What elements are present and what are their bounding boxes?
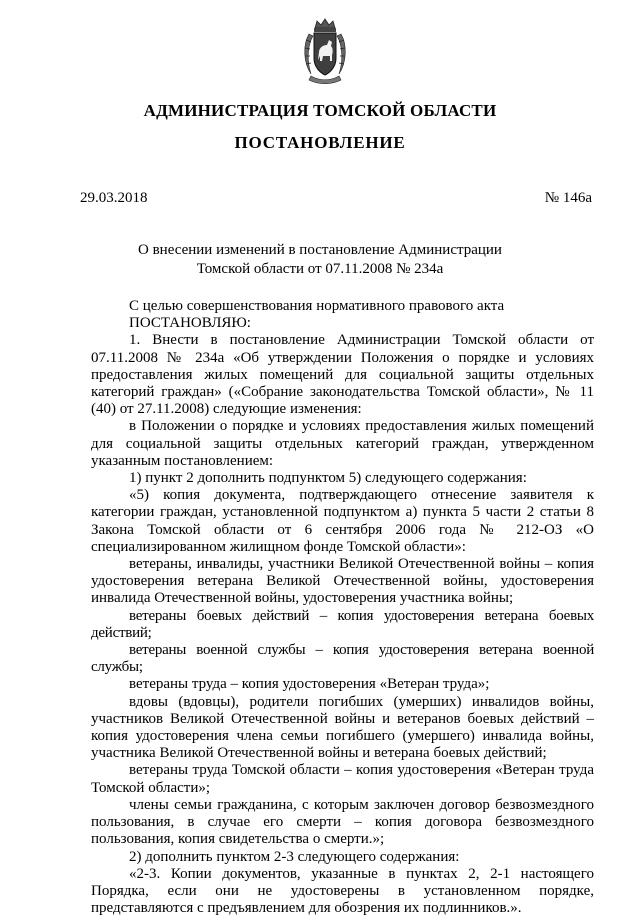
paragraph: в Положении о порядке и условиях предоставления жилых помещений для социальной защиты отдельных категорий граждан, утвержденном указанным постановлением:: [91, 418, 594, 469]
paragraph: ветераны труда Томской области – копия удостоверения «Ветеран труда Томской области»;: [91, 762, 594, 796]
paragraph: ПОСТАНОВЛЯЮ:: [129, 315, 251, 332]
document-subject: [0, 241, 640, 279]
paragraph: вдовы (вдовцы), родители погибших (умерших) инвалидов войны, участников Великой Отечественной войны и ветеранов боевых действий – копия удостоверения члена семьи погибшего (умершего) инвалида войны, участника Великой Отечественной войны и ветерана боевых действий;: [91, 693, 594, 762]
document-body: [91, 298, 594, 917]
paragraph: 1. Внести в постановление Администрации Томской области от 07.11.2008 № 234а «Об утверждении Положения о порядке и условиях предоставления жилых помещений для социальной защиты отдельных категорий граждан» («Собрание законодательства Томской области», № 11 (40) от 27.11.2008) следующие изменения:: [91, 332, 594, 418]
document-type: ПОСТАНОВЛЕНИЕ: [234, 133, 406, 152]
paragraph: 1) пункт 2 дополнить подпунктом 5) следующего содержания:: [129, 470, 527, 487]
subject-line: О внесении изменений в постановление Администрации: [138, 242, 502, 258]
subject-line: Томской области от 07.11.2008 № 234а: [196, 261, 444, 277]
paragraph: члены семьи гражданина, с которым заключен договор безвозмездного пользования, в случае его смерти – копия договора безвозмездного пользования, копия свидетельства о смерти.»;: [91, 796, 594, 848]
paragraph: ветераны военной службы – копия удостоверения ветерана военной службы;: [91, 642, 594, 676]
paragraph: «2-3. Копии документов, указанные в пунктах 2, 2-1 настоящего Порядка, если они не удостоверены в установленном порядке, представляются с предъявлением для обозрения их подлинников.».: [91, 865, 594, 917]
document-date: 29.03.2018: [80, 190, 148, 206]
paragraph: «5) копия документа, подтверждающего отнесение заявителя к категории граждан, установленной подпунктом а) пункта 5 части 2 статьи 8 Закона Томской области от 6 сентября 2006 года № 212-ОЗ «О специализированном жилищном фонде Томской области»:: [91, 487, 594, 555]
paragraph: 2) дополнить пунктом 2-3 следующего содержания:: [129, 848, 460, 865]
paragraph: ветераны боевых действий – копия удостоверения ветерана боевых действий;: [91, 607, 594, 641]
coat-of-arms-emblem: [301, 18, 349, 86]
paragraph: ветераны труда – копия удостоверения «Ветеран труда»;: [129, 676, 490, 693]
paragraph: ветераны, инвалиды, участники Великой Отечественной войны – копия удостоверения ветерана Великой Отечественной войны, удостоверения инвалида Отечественной войны, удостоверения участника войны;: [91, 556, 594, 607]
organization-title: АДМИНИСТРАЦИЯ ТОМСКОЙ ОБЛАСТИ: [143, 101, 497, 120]
document-number: № 146а: [544, 190, 592, 206]
paragraph: С целью совершенствования нормативного правового акта: [129, 298, 505, 314]
